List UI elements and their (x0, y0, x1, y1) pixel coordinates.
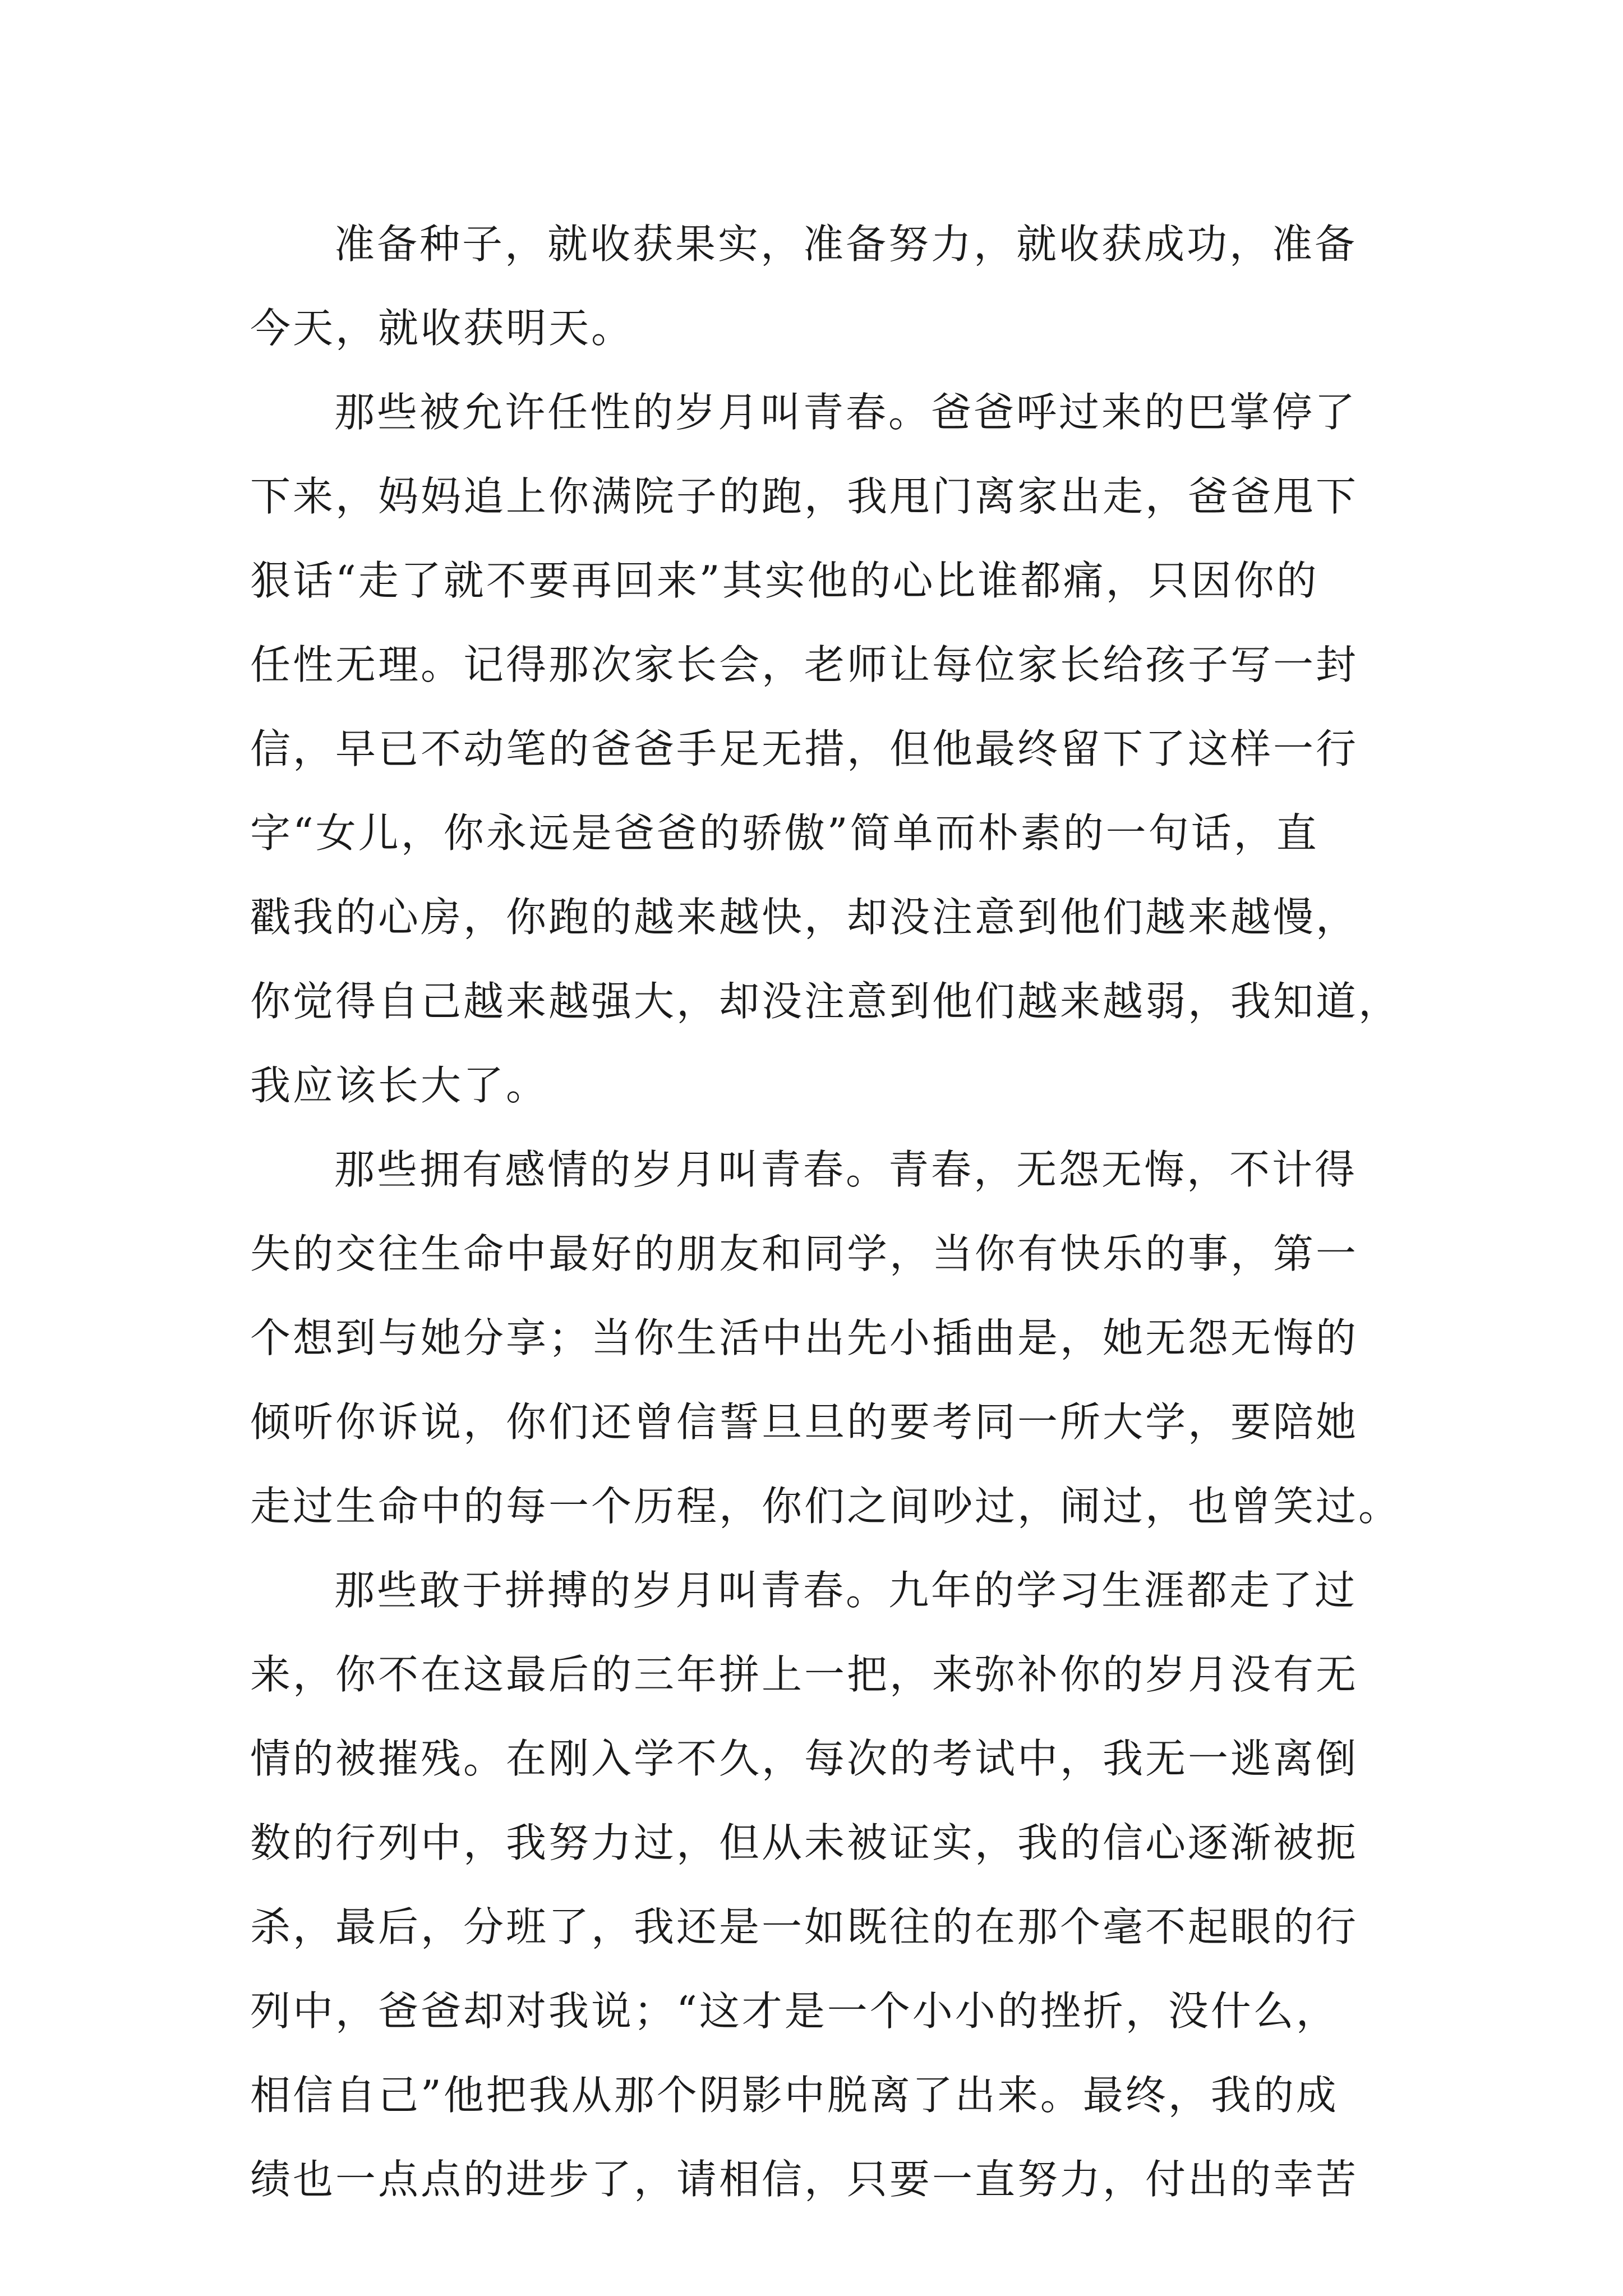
text-line: 个想到与她分享；当你生活中出先小插曲是，她无怨无悔的 (250, 1314, 1359, 1361)
text-line: 狠话“走了就不要再回来”其实他的心比谁都痛，只因你的 (250, 557, 1319, 604)
text-line: 戳我的心房，你跑的越来越快，却没注意到他们越来越慢， (250, 894, 1359, 941)
text-line: 那些拥有感情的岁月叫青春。青春，无怨无悔，不计得 (334, 1146, 1358, 1193)
text-line: 下来，妈妈追上你满院子的跑，我甩门离家出走，爸爸甩下 (250, 473, 1359, 520)
text-line: 准备种子，就收获果实，准备努力，就收获成功，准备 (334, 220, 1358, 268)
text-line: 字“女儿，你永远是爸爸的骄傲”简单而朴素的一句话，直 (250, 809, 1319, 857)
text-line: 失的交往生命中最好的朋友和同学，当你有快乐的事，第一 (250, 1230, 1359, 1277)
text-line: 信，早已不动笔的爸爸手足无措，但他最终留下了这样一行 (250, 725, 1359, 772)
text-line: 情的被摧残。在刚入学不久，每次的考试中，我无一逃离倒 (250, 1735, 1359, 1782)
text-line: 那些敢于拼搏的岁月叫青春。九年的学习生涯都走了过 (334, 1567, 1358, 1614)
text-line: 你觉得自己越来越强大，却没注意到他们越来越弱，我知道， (250, 978, 1401, 1025)
text-line: 列中，爸爸却对我说；“这才是一个小小的挫折，没什么， (250, 1987, 1339, 2035)
text-line: 那些被允许任性的岁月叫青春。爸爸呼过来的巴掌停了 (334, 389, 1358, 436)
text-line: 任性无理。记得那次家长会，老师让每位家长给孩子写一封 (250, 641, 1359, 688)
text-line: 走过生命中的每一个历程，你们之间吵过，闹过，也曾笑过。 (250, 1483, 1401, 1530)
text-line: 绩也一点点的进步了，请相信，只要一直努力，付出的幸苦 (250, 2156, 1359, 2203)
text-line: 杀，最后，分班了，我还是一如既往的在那个毫不起眼的行 (250, 1903, 1359, 1950)
text-line: 今天，就收获明天。 (250, 305, 634, 352)
text-line: 相信自己”他把我从那个阴影中脱离了出来。最终，我的成 (250, 2072, 1339, 2119)
text-line: 数的行列中，我努力过，但从未被证实，我的信心逐渐被扼 (250, 1819, 1359, 1866)
text-line: 来，你不在这最后的三年拼上一把，来弥补你的岁月没有无 (250, 1651, 1359, 1698)
document-body (250, 202, 1411, 2221)
text-line: 我应该长大了。 (250, 1062, 549, 1109)
text-line: 倾听你诉说，你们还曾信誓旦旦的要考同一所大学，要陪她 (250, 1398, 1359, 1446)
